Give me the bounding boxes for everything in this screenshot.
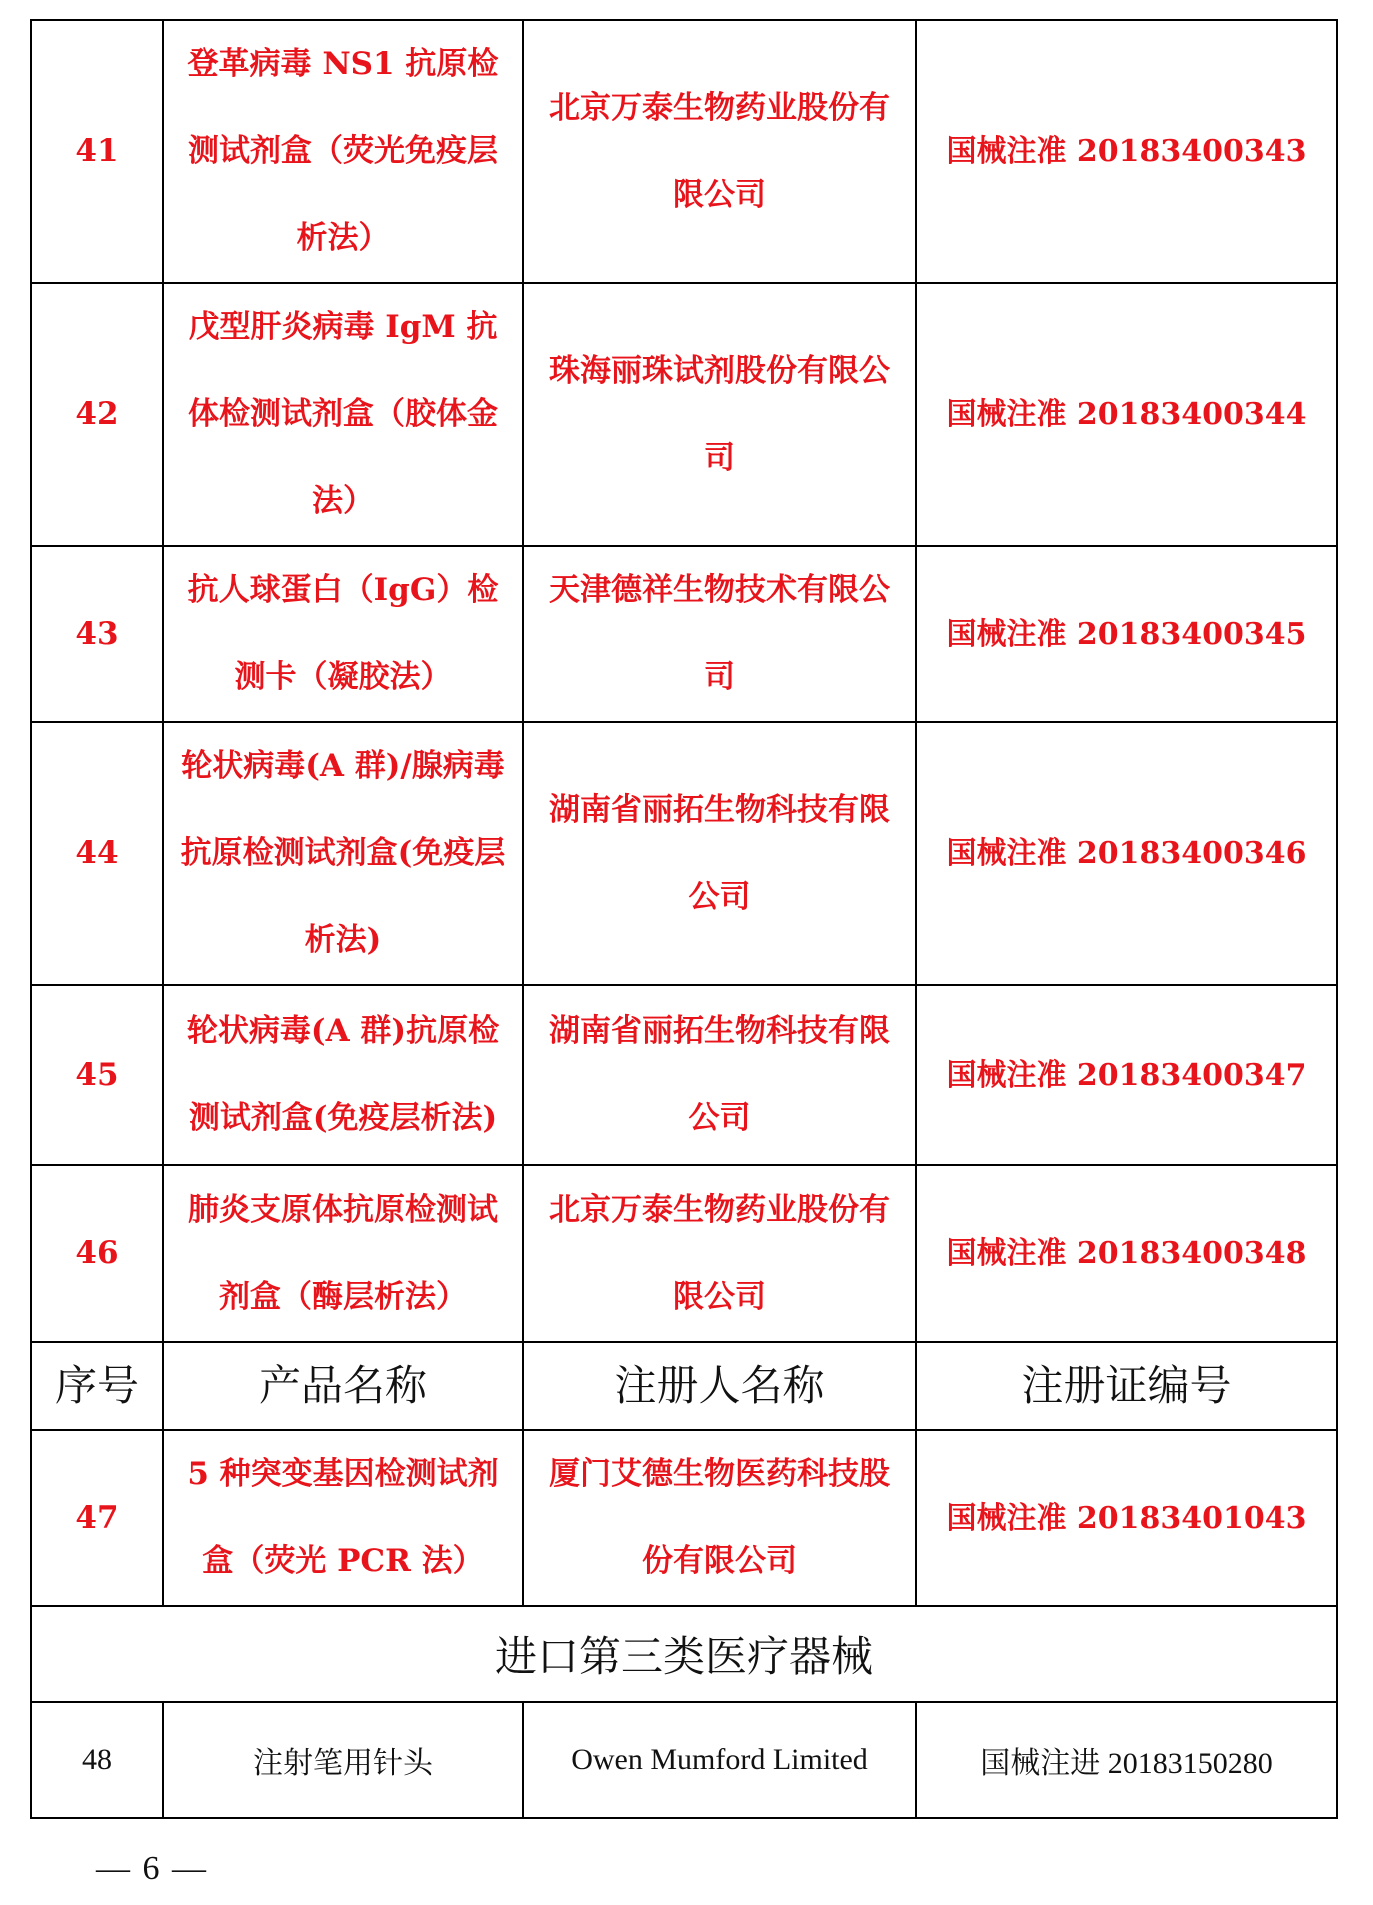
product-name-cell: 轮状病毒(A 群)/腺病毒抗原检测试剂盒(免疫层析法) — [163, 722, 523, 985]
registrant-cell: 湖南省丽拓生物科技有限公司 — [523, 985, 916, 1165]
product-name-cell: 登革病毒 NS1 抗原检测试剂盒（荧光免疫层析法） — [163, 20, 523, 283]
certificate-number-cell: 国械注准 20183400345 — [916, 546, 1337, 722]
registrant-cell: Owen Mumford Limited — [523, 1702, 916, 1818]
certificate-number-cell: 国械注准 20183400348 — [916, 1165, 1337, 1342]
certificate-number-cell: 国械注准 20183400347 — [916, 985, 1337, 1165]
row-index-cell: 45 — [31, 985, 163, 1165]
section-header-row — [31, 1606, 1337, 1702]
product-name-cell: 戊型肝炎病毒 IgM 抗体检测试剂盒（胶体金法） — [163, 283, 523, 546]
table-header-row — [31, 1342, 1337, 1430]
certificate-number-cell: 国械注准 20183400343 — [916, 20, 1337, 283]
section-title: 进口第三类医疗器械 — [31, 1606, 1337, 1702]
header-product-name: 产品名称 — [163, 1342, 523, 1430]
certificate-number-cell: 国械注准 20183400346 — [916, 722, 1337, 985]
row-index-cell: 42 — [31, 283, 163, 546]
table-row — [31, 1702, 1337, 1818]
registrant-cell: 湖南省丽拓生物科技有限公司 — [523, 722, 916, 985]
table-row — [31, 283, 1337, 546]
registrant-cell: 北京万泰生物药业股份有限公司 — [523, 1165, 916, 1342]
registrant-cell: 珠海丽珠试剂股份有限公司 — [523, 283, 916, 546]
row-index-cell: 43 — [31, 546, 163, 722]
certificate-number-cell: 国械注进 20183150280 — [916, 1702, 1337, 1818]
row-index-cell: 48 — [31, 1702, 163, 1818]
header-certificate-number: 注册证编号 — [916, 1342, 1337, 1430]
certificate-number-cell: 国械注准 20183400344 — [916, 283, 1337, 546]
product-name-cell: 注射笔用针头 — [163, 1702, 523, 1818]
table-row — [31, 985, 1337, 1165]
registrant-cell: 北京万泰生物药业股份有限公司 — [523, 20, 916, 283]
row-index-cell: 44 — [31, 722, 163, 985]
row-index-cell: 47 — [31, 1430, 163, 1606]
certificate-number-cell: 国械注准 20183401043 — [916, 1430, 1337, 1606]
table-row — [31, 1430, 1337, 1606]
row-index-cell: 46 — [31, 1165, 163, 1342]
table-row — [31, 20, 1337, 283]
registrant-cell: 厦门艾德生物医药科技股份有限公司 — [523, 1430, 916, 1606]
product-name-cell: 抗人球蛋白（IgG）检测卡（凝胶法） — [163, 546, 523, 722]
product-name-cell: 肺炎支原体抗原检测试剂盒（酶层析法） — [163, 1165, 523, 1342]
table-row — [31, 1165, 1337, 1342]
table-row — [31, 722, 1337, 985]
registration-table — [30, 19, 1338, 1819]
header-index: 序号 — [31, 1342, 163, 1430]
product-name-cell: 5 种突变基因检测试剂盒（荧光 PCR 法） — [163, 1430, 523, 1606]
product-name-cell: 轮状病毒(A 群)抗原检测试剂盒(免疫层析法) — [163, 985, 523, 1165]
page-number: — 6 — — [96, 1850, 208, 1887]
header-registrant: 注册人名称 — [523, 1342, 916, 1430]
table-row — [31, 546, 1337, 722]
row-index-cell: 41 — [31, 20, 163, 283]
registrant-cell: 天津德祥生物技术有限公司 — [523, 546, 916, 722]
